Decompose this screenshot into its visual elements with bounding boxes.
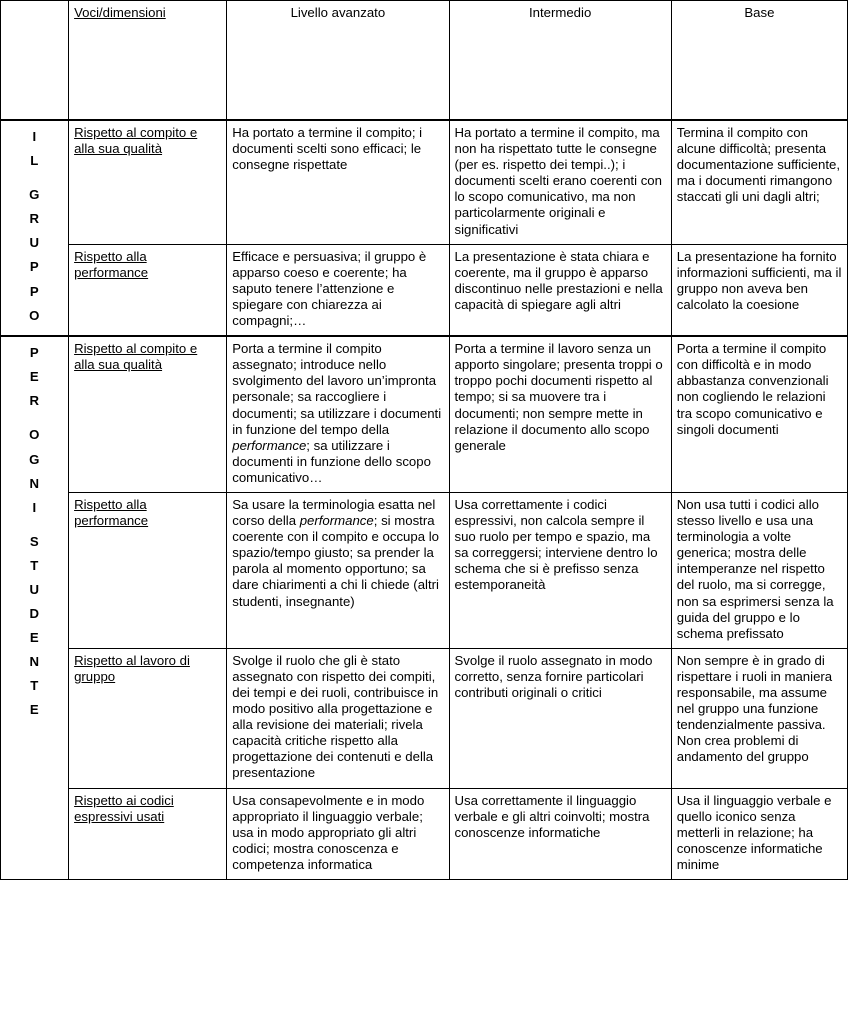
table-row [1, 120, 848, 244]
criterion-intermediate: Usa correttamente il linguaggio verbale e gli altri coinvolti; mostra conoscenze informatiche [449, 788, 671, 879]
dimension-label: Rispetto ai codici espressivi usati [74, 792, 174, 824]
vletter: S [29, 533, 40, 549]
vletter-gap [6, 173, 63, 183]
table-row [1, 648, 848, 788]
criterion-intermediate: Porta a termine il lavoro senza un apporto singolare; presenta troppi o troppo pochi documenti rispetto al tempo; si sa muovere tra i documenti; non sempre mette in relazione il documento allo scopo generale [449, 336, 671, 492]
dimension-cell [69, 336, 227, 492]
criterion-base: Non sempre è in grado di rispettare i ruoli in maniera responsabile, ma assume nel gruppo una funzione tendenzialmente passiva. Non crea problemi di andamento del gruppo [671, 648, 847, 788]
vletter: T [30, 557, 39, 573]
criterion-base: Usa il linguaggio verbale e quello iconico senza metterli in relazione; ha conoscenze informatiche minime [671, 788, 847, 879]
criterion-base: Porta a termine il compito con difficoltà e in modo abbastanza convenzionali non cogliendo le relazioni tra scopo comunicativo e singoli documenti [671, 336, 847, 492]
criterion-base: Non usa tutti i codici allo stesso livello e usa una terminologia a volte generica; mostra delle intemperanze nel rispetto del ruolo, ma si corregge, non sa esprimersi senza la guida del gruppo e lo schema prefissato [671, 492, 847, 648]
vletter: P [29, 345, 40, 361]
dimension-label: Rispetto alla performance [74, 496, 149, 529]
table-row [1, 244, 848, 336]
dimension-cell [69, 244, 227, 336]
criterion-advanced: Porta a termine il compito assegnato; introduce nello svolgimento del lavoro un’impronta personale; sa raccogliere i documenti; sa utilizzare i documenti in funzione del tempo della performance; sa utilizzare i documenti in funzione dello scopo comunicativo… [227, 336, 449, 492]
criterion-advanced: Efficace e persuasiva; il gruppo è apparso coeso e coerente; ha saputo tenere l’attenzione e spiegare con chiarezza ai compagni;… [227, 244, 449, 336]
criterion-base: La presentazione ha fornito informazioni sufficienti, ma il gruppo non aveva ben calcolato la coesione [671, 244, 847, 336]
dimension-cell [69, 788, 227, 879]
table-row [1, 788, 848, 879]
vletter: U [29, 581, 40, 597]
dimension-label: Rispetto al compito e alla sua qualità [74, 125, 198, 157]
vletter: I [32, 129, 37, 144]
table-header-row [1, 1, 848, 121]
vletter: L [30, 153, 39, 169]
vletter: I [32, 499, 37, 515]
vletter: E [29, 369, 40, 385]
criterion-advanced: Ha portato a termine il compito; i documenti scelti sono efficaci; le consegne rispettate [227, 120, 449, 244]
table-row [1, 336, 848, 492]
criterion-intermediate: La presentazione è stata chiara e coerente, ma il gruppo è apparso discontinuo nelle prestazioni e nella capacità di spiegare agli altri [449, 244, 671, 336]
dimension-label: Rispetto al lavoro di gruppo [74, 652, 190, 684]
vletter: P [29, 283, 40, 299]
vletter: U [29, 235, 40, 251]
dimension-label: Rispetto alla performance [74, 248, 149, 280]
header-level-base [671, 1, 847, 121]
criterion-base: Termina il compito con alcune difficoltà; presenta documentazione sufficiente, ma i documenti rimangono staccati gli uni dagli altri; [671, 120, 847, 244]
criterion-intermediate: Usa correttamente i codici espressivi, non calcola sempre il suo ruolo per tempo e spazio, ma sa correggersi; interviene dentro lo schema che si è prefisso senza estemporaneità [449, 492, 671, 648]
dimension-cell [69, 120, 227, 244]
vletter: R [29, 211, 40, 227]
criterion-advanced: Sa usare la terminologia esatta nel corso della performance; si mostra coerente con il compito e occupa lo spazio/tempo giusto; sa prender la parola al momento opportuno; sa dare chiarimenti a chi li chiede (altri studenti, insegnante) [227, 492, 449, 648]
header-level-intermediate [449, 1, 671, 121]
vletter: E [29, 630, 40, 646]
vletter: G [29, 187, 40, 203]
vletter-gap [6, 413, 63, 423]
vletter: E [29, 702, 40, 718]
vletter: D [29, 606, 40, 622]
criterion-intermediate: Ha portato a termine il compito, ma non ha rispettato tutte le consegne (per es. rispetto dei tempi..); i documenti scelti erano coerenti con lo scopo comunicativo, ma non particolarmente originali e significativi [449, 120, 671, 244]
header-corner-cell [1, 1, 69, 121]
vletter: T [30, 678, 39, 694]
vletter: G [29, 451, 40, 467]
vletter: N [29, 654, 40, 670]
dimension-label: Rispetto al compito e alla sua qualità [74, 341, 198, 373]
group-label-il-gruppo [1, 120, 69, 336]
vletter: P [29, 259, 40, 275]
header-level-intermediate-label: Intermedio [528, 5, 592, 20]
criterion-intermediate: Svolge il ruolo assegnato in modo corretto, senza fornire particolari contributi originali o critici [449, 648, 671, 788]
header-dimensions-cell [69, 1, 227, 121]
vletter-gap [6, 520, 63, 530]
vletter: N [29, 475, 40, 491]
header-dimensions-label: Voci/dimensioni [74, 5, 166, 20]
group-label-per-ogni-studente [1, 336, 69, 879]
criterion-advanced: Usa consapevolmente e in modo appropriato il linguaggio verbale; usa in modo appropriato gli altri codici; mostra conoscenza e competenza informatica [227, 788, 449, 879]
criterion-advanced: Svolge il ruolo che gli è stato assegnato con rispetto dei compiti, dei tempi e dei ruoli, contribuisce in modo positivo alla progettazione e alla revisione dei materiali; rivela capacità critiche rispetto alla progettazione dei contenuti e della presentazione [227, 648, 449, 788]
header-level-advanced [227, 1, 449, 121]
table-row [1, 492, 848, 648]
vletter: O [29, 427, 40, 443]
vletter: R [29, 393, 40, 409]
header-level-advanced-label: Livello avanzato [290, 5, 386, 20]
header-level-base-label: Base [744, 5, 775, 20]
vletter: O [29, 307, 40, 323]
dimension-cell [69, 492, 227, 648]
dimension-cell [69, 648, 227, 788]
